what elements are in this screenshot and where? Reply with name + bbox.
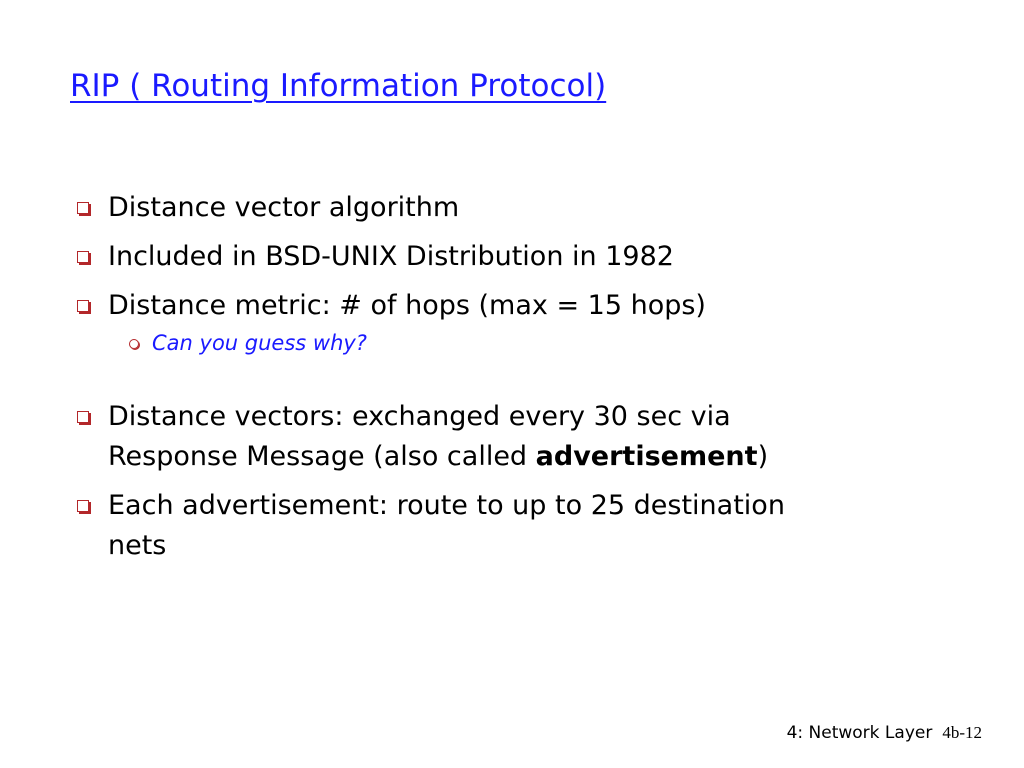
sub-bullet-text: Can you guess why? xyxy=(152,331,367,355)
circle-bullet-icon xyxy=(129,339,139,349)
square-bullet-icon xyxy=(77,251,89,263)
bullet-item xyxy=(68,286,948,326)
footer-section-label: 4: Network Layer xyxy=(786,723,933,743)
bullet-text-line: Each advertisement: route to up to 25 destination xyxy=(108,490,785,521)
advertisement-term: advertisement xyxy=(535,441,758,472)
bullet-text-line: ) xyxy=(757,441,769,472)
page-number: 4b-12 xyxy=(942,723,982,742)
bullet-text-line: nets xyxy=(108,530,167,561)
square-bullet-icon xyxy=(77,202,89,214)
bullet-item xyxy=(68,486,948,566)
square-bullet-icon xyxy=(77,500,89,512)
bullet-item xyxy=(68,397,948,477)
bullet-text: Included in BSD-UNIX Distribution in 1982 xyxy=(108,241,674,272)
bullet-item xyxy=(68,237,948,277)
bullet-text: Distance metric: # of hops (max = 15 hops) xyxy=(108,290,706,321)
square-bullet-icon xyxy=(77,300,89,312)
slide-title: RIP ( Routing Information Protocol) xyxy=(70,68,607,104)
bullet-text: Distance vector algorithm xyxy=(108,192,460,223)
sub-bullet-item xyxy=(68,329,948,357)
bullet-list xyxy=(68,188,948,575)
bullet-text-line: Distance vectors: exchanged every 30 sec via xyxy=(108,401,731,432)
bullet-item xyxy=(68,188,948,228)
bullet-text-line: Response Message (also called xyxy=(108,441,536,472)
slide-footer xyxy=(787,723,982,743)
square-bullet-icon xyxy=(77,411,89,423)
